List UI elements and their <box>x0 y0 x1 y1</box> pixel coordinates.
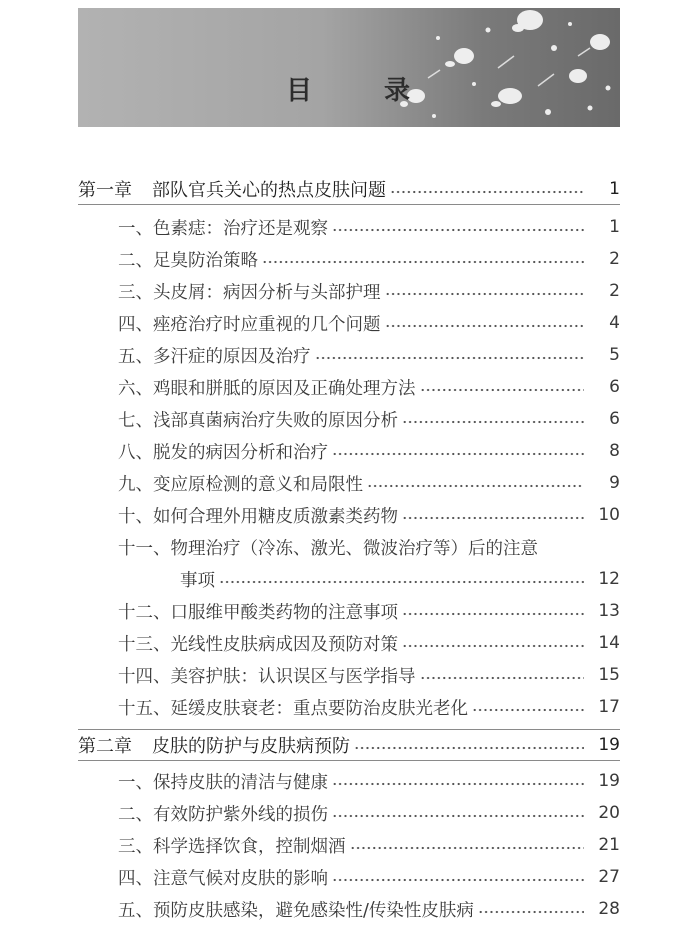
section-title: 注意气候对皮肤的影响 <box>153 868 328 889</box>
dot-leader <box>478 910 584 914</box>
toc-item[interactable] <box>118 244 620 274</box>
section-title: 科学选择饮食，控制烟酒 <box>153 836 346 857</box>
toc-item[interactable] <box>118 692 620 722</box>
page-number: 19 <box>598 735 620 755</box>
chapter-divider <box>78 204 620 205</box>
page-number: 27 <box>598 867 620 887</box>
section-number: 二、 <box>118 804 153 825</box>
dot-leader <box>402 420 584 424</box>
dot-leader <box>420 676 585 680</box>
section-title: 口服维甲酸类药物的注意事项 <box>170 602 398 623</box>
toc-item[interactable] <box>118 862 620 892</box>
section-number: 三、 <box>118 282 153 303</box>
section-title: 延缓皮肤衰老：重点要防治皮肤光老化 <box>170 698 468 719</box>
dot-leader <box>332 228 584 232</box>
toc-item[interactable] <box>118 830 620 860</box>
dot-leader <box>402 612 584 616</box>
toc-title-char-2: 录 <box>384 76 411 106</box>
page-number: 2 <box>609 249 620 269</box>
toc-item[interactable] <box>118 532 620 562</box>
section-title: 有效防护紫外线的损伤 <box>153 804 328 825</box>
toc-item[interactable] <box>118 628 620 658</box>
section-number: 九、 <box>118 474 153 495</box>
page-number: 21 <box>598 835 620 855</box>
page-number: 1 <box>609 179 620 199</box>
section-number: 五、 <box>118 900 153 921</box>
splash-decoration-icon <box>78 8 620 127</box>
dot-leader <box>332 814 584 818</box>
toc-item[interactable] <box>118 660 620 690</box>
toc-item[interactable] <box>118 894 620 924</box>
dot-leader <box>332 782 584 786</box>
chapter-title: 部队官兵关心的热点皮肤问题 <box>152 180 386 201</box>
section-number: 八、 <box>118 442 153 463</box>
page-number: 12 <box>598 569 620 589</box>
section-number: 六、 <box>118 378 153 399</box>
toc-item[interactable] <box>118 500 620 530</box>
section-title: 多汗症的原因及治疗 <box>153 346 311 367</box>
page-number: 1 <box>609 217 620 237</box>
dot-leader <box>390 190 584 194</box>
section-number: 一、 <box>118 218 153 239</box>
toc-item[interactable] <box>118 404 620 434</box>
dot-leader <box>219 580 584 584</box>
section-title: 色素痣：治疗还是观察 <box>153 218 328 239</box>
dot-leader <box>367 484 584 488</box>
page-number: 6 <box>609 409 620 429</box>
page-number: 14 <box>598 633 620 653</box>
section-number: 四、 <box>118 314 153 335</box>
page-number: 4 <box>609 313 620 333</box>
dot-leader <box>402 644 584 648</box>
dot-leader <box>385 324 585 328</box>
page-number: 17 <box>598 697 620 717</box>
section-number: 四、 <box>118 868 153 889</box>
page-number: 2 <box>609 281 620 301</box>
page-number: 28 <box>598 899 620 919</box>
page-number: 10 <box>598 505 620 525</box>
dot-leader <box>332 878 584 882</box>
toc-item[interactable] <box>118 436 620 466</box>
toc-item[interactable] <box>118 340 620 370</box>
section-number: 七、 <box>118 410 153 431</box>
page-number: 6 <box>609 377 620 397</box>
toc-chapter-2[interactable] <box>78 730 620 760</box>
toc-item[interactable] <box>118 596 620 626</box>
section-title: 脱发的病因分析和治疗 <box>153 442 328 463</box>
section-title: 如何合理外用糖皮质激素类药物 <box>153 506 398 527</box>
dot-leader <box>350 846 585 850</box>
dot-leader <box>472 708 584 712</box>
toc-title-char-1: 目 <box>286 76 313 106</box>
section-number: 十二、 <box>118 602 171 623</box>
section-title: 浅部真菌病治疗失败的原因分析 <box>153 410 398 431</box>
toc-item[interactable] <box>118 372 620 402</box>
dot-leader <box>262 260 584 264</box>
toc-item[interactable] <box>118 212 620 242</box>
dot-leader <box>420 388 585 392</box>
page-number: 19 <box>598 771 620 791</box>
page-number: 9 <box>609 473 620 493</box>
dot-leader <box>354 746 584 750</box>
dot-leader <box>402 516 584 520</box>
page-number: 5 <box>609 345 620 365</box>
section-title: 头皮屑：病因分析与头部护理 <box>153 282 381 303</box>
section-number: 三、 <box>118 836 153 857</box>
toc-item[interactable] <box>118 308 620 338</box>
section-number: 十一、 <box>118 538 171 559</box>
section-title: 变应原检测的意义和局限性 <box>153 474 363 495</box>
toc-chapter-1[interactable] <box>78 174 620 204</box>
section-title: 光线性皮肤病成因及预防对策 <box>170 634 398 655</box>
section-title: 物理治疗（冷冻、激光、微波治疗等）后的注意 <box>170 538 538 559</box>
dot-leader <box>315 356 585 360</box>
chapter-title: 皮肤的防护与皮肤病预防 <box>152 736 350 757</box>
section-number: 五、 <box>118 346 153 367</box>
toc-item-continuation[interactable] <box>180 564 620 594</box>
section-number: 一、 <box>118 772 153 793</box>
dot-leader <box>385 292 585 296</box>
section-number: 二、 <box>118 250 153 271</box>
toc-item[interactable] <box>118 468 620 498</box>
page-number: 13 <box>598 601 620 621</box>
page-number: 15 <box>598 665 620 685</box>
section-title: 鸡眼和胼胝的原因及正确处理方法 <box>153 378 416 399</box>
section-title: 足臭防治策略 <box>153 250 258 271</box>
section-title: 保持皮肤的清洁与健康 <box>153 772 328 793</box>
page-number: 20 <box>598 803 620 823</box>
section-title: 美容护肤：认识误区与医学指导 <box>170 666 416 687</box>
toc-header-banner <box>78 8 620 127</box>
toc-item[interactable] <box>118 766 620 796</box>
chapter-number: 第二章 <box>78 736 132 757</box>
toc-item[interactable] <box>118 798 620 828</box>
section-title-continuation: 事项 <box>180 570 215 591</box>
section-title: 预防皮肤感染，避免感染性/传染性皮肤病 <box>153 900 474 921</box>
chapter-number: 第一章 <box>78 180 132 201</box>
section-number: 十四、 <box>118 666 171 687</box>
chapter-divider <box>78 760 620 761</box>
section-number: 十三、 <box>118 634 171 655</box>
section-number: 十五、 <box>118 698 171 719</box>
dot-leader <box>332 452 584 456</box>
page-number: 8 <box>609 441 620 461</box>
section-title: 痤疮治疗时应重视的几个问题 <box>153 314 381 335</box>
toc-item[interactable] <box>118 276 620 306</box>
section-number: 十、 <box>118 506 153 527</box>
